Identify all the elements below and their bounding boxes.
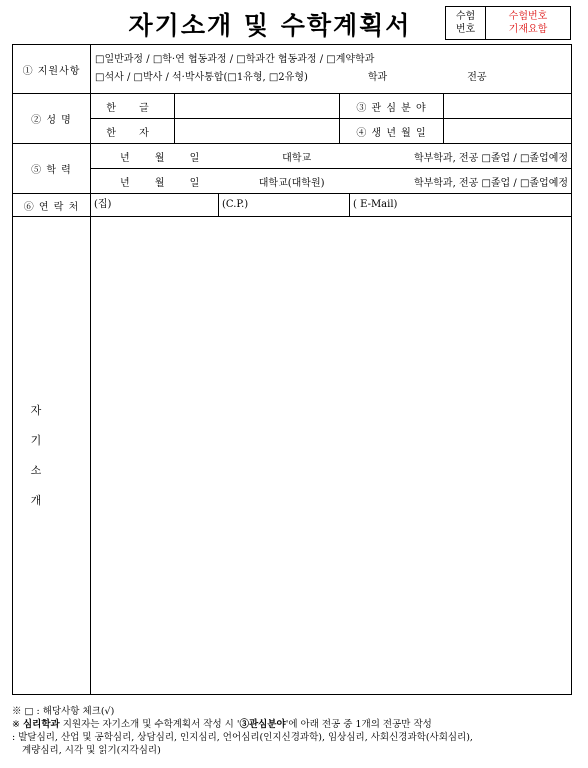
- education-date: 년 월 일: [120, 152, 200, 164]
- contact-home-label: (집): [94, 199, 112, 210]
- application-form: [12, 44, 572, 695]
- note-text: 지원자는 자기소개 및 수학계획서 작성 시 ': [62, 719, 240, 730]
- support-major: 전공: [467, 72, 487, 83]
- education-field-1[interactable]: [91, 144, 572, 169]
- education-status[interactable]: 학부학과, 전공 □졸업 / □졸업예정: [413, 152, 569, 164]
- note-psychology: [12, 718, 577, 731]
- contact-cp-field[interactable]: [219, 194, 350, 216]
- note-prefix: ※: [12, 719, 20, 730]
- name-hanja-label: 한 자: [91, 119, 175, 144]
- title-area: [90, 4, 450, 40]
- note-checkbox: ※ □ : 해당사항 체크(√): [12, 706, 115, 717]
- support-row: [13, 45, 572, 94]
- education-school: 대학교(대학원): [258, 177, 325, 189]
- note-majors-line2: 계량심리, 시각 및 읽기(지각심리): [22, 745, 161, 756]
- note-text2: '에 아래 전공 중 1개의 전공만 작성: [285, 719, 432, 730]
- contact-email-label: ( E-Mail): [353, 199, 398, 210]
- name-row-hanja: [13, 119, 572, 144]
- intro-label: 자 기 소 개: [30, 403, 42, 507]
- support-line2[interactable]: □석사 / □박사 / 석·박사통합(□1유형, □2유형): [95, 72, 308, 83]
- contact-fields: [91, 194, 572, 217]
- note-bold-dept: 심리학과: [23, 719, 60, 730]
- name-hangul-field[interactable]: [175, 94, 340, 119]
- page-title: 자기소개 및 수학계획서: [128, 11, 412, 40]
- exam-number-note[interactable]: 수험번호 기재요함: [508, 11, 548, 35]
- education-row-2: [13, 169, 572, 194]
- education-row-1: [13, 144, 572, 169]
- name-label: ② 성 명: [13, 94, 91, 144]
- education-status[interactable]: 학부학과, 전공 □졸업 / □졸업예정: [413, 177, 569, 189]
- support-options[interactable]: [91, 45, 572, 94]
- contact-cp-label: (C.P.): [222, 199, 249, 210]
- interest-label: ③ 관 심 분 야: [340, 94, 444, 119]
- contact-home-field[interactable]: [91, 194, 219, 216]
- support-dept: 학과: [367, 72, 388, 83]
- name-row-hangul: [13, 94, 572, 119]
- education-date: 년 월 일: [120, 177, 200, 189]
- birth-label: ④ 생 년 월 일: [340, 119, 444, 144]
- education-field-2[interactable]: [91, 169, 572, 194]
- name-hanja-field[interactable]: [175, 119, 340, 144]
- intro-field[interactable]: [91, 217, 572, 695]
- note-bold-interest: ③관심분야: [239, 719, 286, 730]
- exam-number-box: [445, 6, 571, 40]
- education-school: 대학교: [282, 152, 312, 164]
- contact-label: ⑥ 연 락 처: [13, 194, 91, 217]
- education-label: ⑤ 학 력: [13, 144, 91, 194]
- support-label: ① 지원사항: [13, 45, 91, 94]
- exam-number-label: 수험 번호: [446, 7, 486, 39]
- intro-label-cell: [13, 217, 91, 695]
- birth-field[interactable]: [444, 119, 572, 144]
- interest-field[interactable]: [444, 94, 572, 119]
- contact-email-field[interactable]: [350, 194, 571, 216]
- intro-row: [13, 217, 572, 695]
- footnotes: [12, 705, 577, 757]
- contact-row: [13, 194, 572, 217]
- support-line1[interactable]: □일반과정 / □학·연 협동과정 / □학과간 협동과정 / □계약학과: [95, 54, 375, 65]
- note-majors-line1: : 발달심리, 산업 및 공학심리, 상담심리, 인지심리, 언어심리(인지신경과학), 임상심리, 사회신경과학(사회심리),: [12, 732, 473, 743]
- name-hangul-label: 한 글: [91, 94, 175, 119]
